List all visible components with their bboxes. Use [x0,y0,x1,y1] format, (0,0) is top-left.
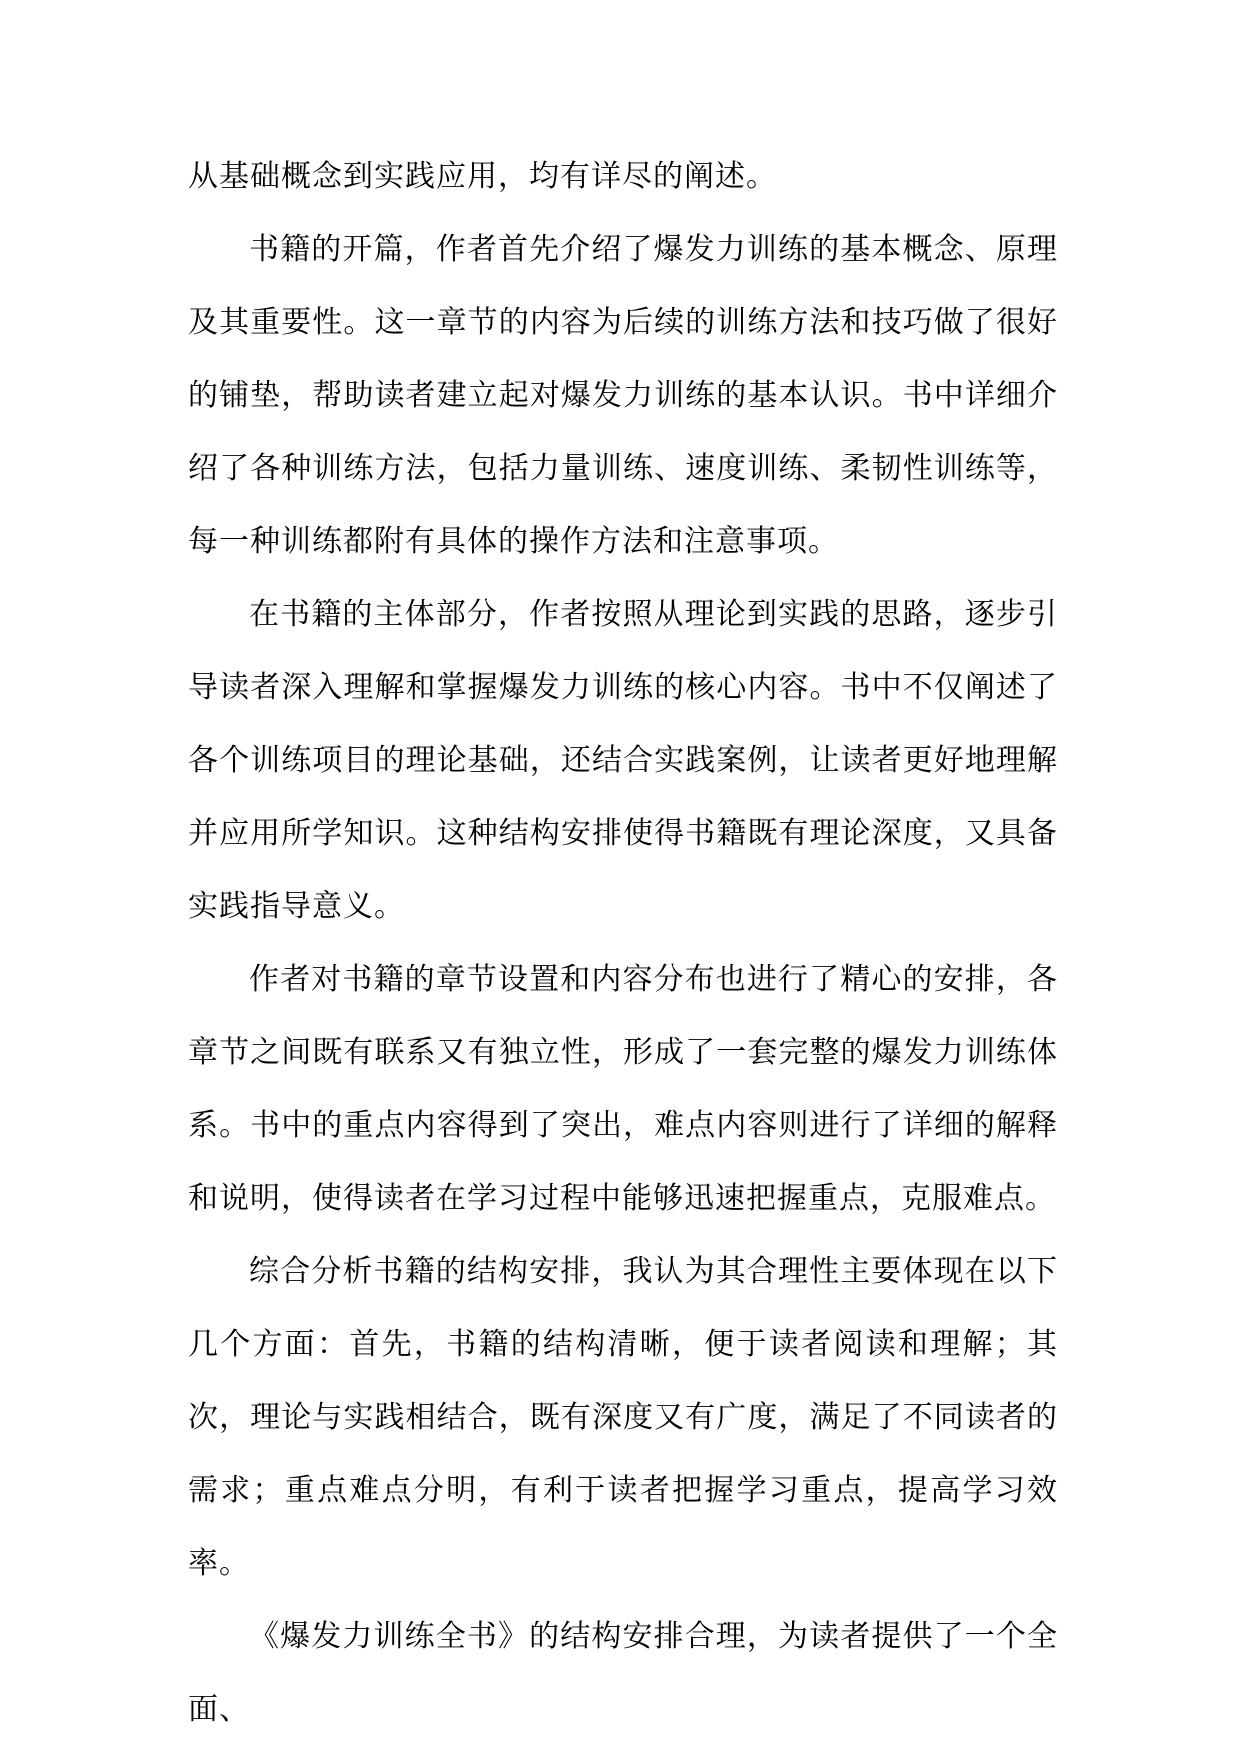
body-text [188,140,1058,1746]
paragraph-1: 从基础概念到实践应用，均有详尽的阐述。 [188,159,777,194]
paragraph-6: 《爆发力训练全书》的结构安排合理，为读者提供了一个全面、 [188,1619,1058,1727]
paragraph-3: 在书籍的主体部分，作者按照从理论到实践的思路，逐步引导读者深入理解和掌握爆发力训练的核心内容。书中不仅阐述了各个训练项目的理论基础，还结合实践案例，让读者更好地理解并应用所学知识。这种结构安排使得书籍既有理论深度，又具备实践指导意义。 [188,597,1058,924]
paragraph-5: 综合分析书籍的结构安排，我认为其合理性主要体现在以下几个方面：首先，书籍的结构清晰，便于读者阅读和理解；其次，理论与实践相结合，既有深度又有广度，满足了不同读者的需求；重点难点分明，有利于读者把握学习重点，提高学习效率。 [188,1254,1058,1581]
paragraph-2: 书籍的开篇，作者首先介绍了爆发力训练的基本概念、原理及其重要性。这一章节的内容为后续的训练方法和技巧做了很好的铺垫，帮助读者建立起对爆发力训练的基本认识。书中详细介绍了各种训练方法，包括力量训练、速度训练、柔韧性训练等，每一种训练都附有具体的操作方法和注意事项。 [188,232,1058,559]
paragraph-4: 作者对书籍的章节设置和内容分布也进行了精心的安排，各章节之间既有联系又有独立性，形成了一套完整的爆发力训练体系。书中的重点内容得到了突出，难点内容则进行了详细的解释和说明，使得读者在学习过程中能够迅速把握重点，克服难点。 [188,962,1058,1216]
